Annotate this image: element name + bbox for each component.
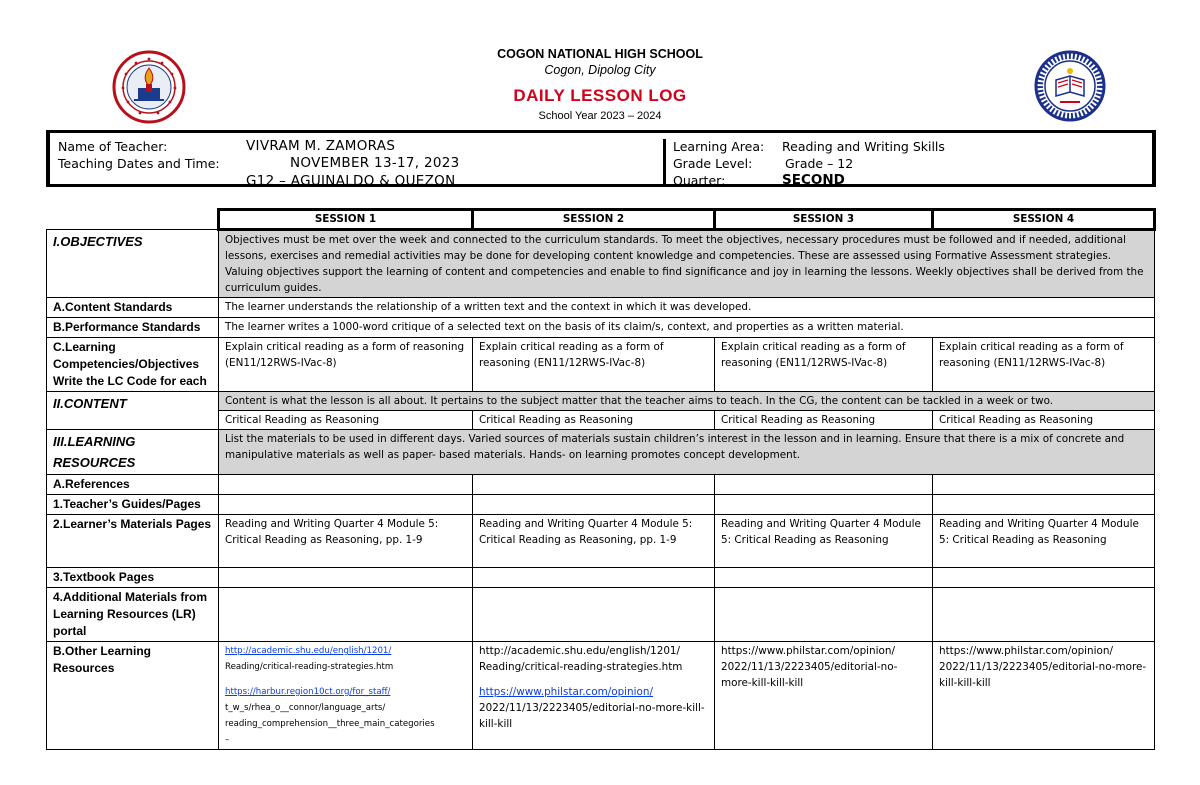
info-divider [663,139,666,187]
content-session-2: Critical Reading as Reasoning [473,411,715,430]
learners-materials-row [47,515,1155,568]
learners-materials-label: 2.Learner’s Materials Pages [53,517,212,531]
learning-area-value: Reading and Writing Skills [782,139,945,154]
competency-session-3: Explain critical reading as a form of reasoning (EN11/12RWS-IVac-8) [715,338,933,392]
section-names: G12 – AGUINALDO & QUEZON [246,173,456,189]
resources-row [47,430,1155,475]
resources-text: List the materials to be used in different days. Varied sources of materials sustain children’s interest in the lesson and in learning. Ensure that there is a mix of concrete and manipulative materials as well as paper- based materials. Hands- on learning promotes concept development. [219,430,1155,475]
content-row [47,392,1155,411]
textbook-row [47,568,1155,588]
other-resources-session-1 [219,642,473,750]
other-resources-session-2 [473,642,715,750]
philstar-link[interactable]: https://www.philstar.com/opinion/ [479,686,653,698]
objectives-row [47,230,1155,298]
quarter-value: SECOND [782,172,845,188]
content-session-1: Critical Reading as Reasoning [219,411,473,430]
s1-path-text: Reading/critical-reading-strategies.htm [225,662,394,672]
textbook-label: 3.Textbook Pages [53,570,155,584]
school-seal-logo [112,50,186,124]
competency-session-1: Explain critical reading as a form of reasoning (EN11/12RWS-IVac-8) [219,338,473,392]
references-label: A.References [53,477,130,491]
teacher-name: VIVRAM M. ZAMORAS [246,138,396,154]
s1-path-text-2b: reading_comprehension__three_main_categories [225,719,435,729]
s1-path-text-2c: – [225,735,230,745]
lesson-log-table [46,208,1156,750]
objectives-text: Objectives must be met over the week and connected to the curriculum standards. To meet the objectives, necessary procedures must be followed and if needed, additional lessons, exercises and remedial activities may be done for developing content knowledge and competencies. These are assessed using Formative Assessment strategies. Valuing objectives support the learning of content and competencies and enable to find significance and joy in learning the lessons. Weekly objectives shall be derived from the curriculum guides. [219,230,1155,298]
s1-path-text-2a: t_w_s/rhea_o__connor/language_arts/ [225,703,386,713]
additional-materials-row [47,588,1155,642]
grade-level-value: Grade – 12 [785,156,854,171]
session-3-header: SESSION 3 [715,210,933,230]
other-resources-session-4: https://www.philstar.com/opinion/ 2022/11/13/2223405/editorial-no-more-kill-kill-kill [933,642,1155,750]
teaching-dates: NOVEMBER 13-17, 2023 [290,155,460,171]
other-resources-label: B.Other Learning Resources [53,644,152,675]
harbur-region-link[interactable]: https://harbur.region10ct.org/for_staff/ [225,687,391,697]
learning-area-label: Learning Area: [673,139,765,154]
s2-shu-text: http://academic.shu.edu/english/1201/ Reading/critical-reading-strategies.htm [479,645,683,673]
competency-session-4: Explain critical reading as a form of reasoning (EN11/12RWS-IVac-8) [933,338,1155,392]
content-standards-label: A.Content Standards [53,300,173,314]
learners-materials-session-1: Reading and Writing Quarter 4 Module 5: Critical Reading as Reasoning, pp. 1-9 [219,515,473,568]
school-name: COGON NATIONAL HIGH SCHOOL [497,47,703,61]
dates-label: Teaching Dates and Time: [58,156,220,171]
performance-standards-label: B.Performance Standards [53,320,201,334]
teachers-guides-label: 1.Teacher’s Guides/Pages [53,497,201,511]
grade-level-label: Grade Level: [673,156,753,171]
learners-materials-session-3: Reading and Writing Quarter 4 Module 5: Critical Reading as Reasoning [715,515,933,568]
teacher-label: Name of Teacher: [58,139,168,154]
content-session-3: Critical Reading as Reasoning [715,411,933,430]
content-label: II.CONTENT [53,396,127,411]
session-2-header: SESSION 2 [473,210,715,230]
other-resources-session-3: https://www.philstar.com/opinion/ 2022/11/13/2223405/editorial-no-more-kill-kill-kill [715,642,933,750]
resources-label: III.LEARNING RESOURCES [53,434,136,470]
document-title: DAILY LESSON LOG [513,86,687,105]
competencies-label: C.Learning Competencies/Objectives Write the LC Code for each [53,340,207,388]
school-year: School Year 2023 – 2024 [538,110,662,122]
school-location: Cogon, Dipolog City [544,63,656,77]
content-session-4: Critical Reading as Reasoning [933,411,1155,430]
session-4-header: SESSION 4 [933,210,1155,230]
deped-seal-logo [1034,50,1106,122]
session-1-header: SESSION 1 [219,210,473,230]
references-row [47,475,1155,495]
performance-standards-text: The learner writes a 1000-word critique of a selected text on the basis of its claim/s, context, and properties as a written material. [219,318,1155,338]
s2-philstar-path: 2022/11/13/2223405/editorial-no-more-kill-kill-kill [479,702,705,730]
performance-standards-row [47,318,1155,338]
teacher-info-box [46,130,1156,187]
competencies-row [47,338,1155,392]
other-resources-row [47,642,1155,750]
additional-materials-label: 4.Additional Materials from Learning Resources (LR) portal [53,590,208,638]
objectives-label: I.OBJECTIVES [53,234,143,249]
content-standards-row [47,298,1155,318]
learners-materials-session-4: Reading and Writing Quarter 4 Module 5: Critical Reading as Reasoning [933,515,1155,568]
academic-shu-link[interactable]: http://academic.shu.edu/english/1201/ [225,646,392,656]
learners-materials-session-2: Reading and Writing Quarter 4 Module 5: Critical Reading as Reasoning, pp. 1-9 [473,515,715,568]
quarter-label: Quarter: [673,173,726,188]
teachers-guides-row [47,495,1155,515]
content-text: Content is what the lesson is all about. It pertains to the subject matter that the teacher aims to teach. In the CG, the content can be tackled in a week or two. [219,392,1155,411]
competency-session-2: Explain critical reading as a form of reasoning (EN11/12RWS-IVac-8) [473,338,715,392]
session-header-row [47,210,1155,230]
content-standards-text: The learner understands the relationship of a written text and the context in which it was developed. [219,298,1155,318]
